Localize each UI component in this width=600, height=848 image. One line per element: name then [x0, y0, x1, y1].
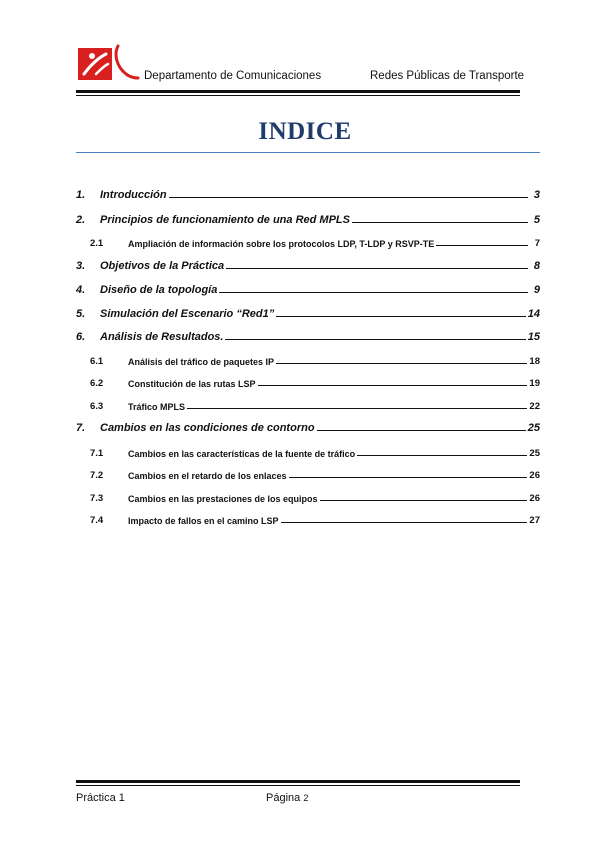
toc-leader-line	[226, 267, 528, 269]
toc-entry[interactable]	[76, 327, 540, 343]
toc-entry-title: Análisis del tráfico de paquetes IP	[128, 357, 275, 367]
toc-subentry[interactable]	[76, 351, 540, 367]
university-logo	[78, 44, 140, 82]
toc-leader-line	[320, 499, 528, 501]
toc-entry-page: 18	[529, 356, 540, 367]
toc-entry-page: 15	[527, 331, 540, 343]
toc-subentry[interactable]	[76, 465, 540, 481]
toc-entry-title: Principios de funcionamiento de una Red MPLS	[100, 214, 350, 226]
toc-entry-page: 25	[529, 448, 540, 459]
toc-leader-line	[289, 476, 528, 478]
toc-entry-number: 7.	[76, 422, 86, 434]
toc-subentry[interactable]	[76, 443, 540, 459]
toc-entry-number: 6.3	[90, 401, 104, 412]
toc-entry-number: 1.	[76, 189, 86, 201]
toc-entry-title: Diseño de la topología	[100, 284, 218, 296]
toc-leader-line	[352, 221, 528, 223]
toc-entry-title: Cambios en las prestaciones de los equipos	[128, 494, 318, 504]
header-rule	[76, 90, 520, 93]
toc-entry-page: 26	[529, 470, 540, 481]
toc-entry-page: 9	[533, 284, 540, 296]
footer-practice-label: Práctica 1	[76, 792, 125, 804]
toc-leader-line	[357, 454, 527, 456]
title-underline	[76, 152, 540, 153]
toc-entry-page: 8	[533, 260, 540, 272]
toc-subentry[interactable]	[76, 510, 540, 526]
toc-entry-number: 4.	[76, 284, 86, 296]
toc-entry-page: 14	[527, 308, 540, 320]
page-title: INDICE	[258, 118, 352, 145]
toc-entry-title: Objetivos de la Práctica	[100, 260, 225, 272]
toc-entry-page: 25	[527, 422, 540, 434]
toc-entry-title: Impacto de fallos en el camino LSP	[128, 516, 279, 526]
toc-entry-title: Ampliación de información sobre los protocolos LDP, T-LDP y RSVP-TE	[128, 239, 435, 249]
toc-entry-page: 7	[534, 238, 540, 249]
toc-entry-number: 2.1	[90, 238, 104, 249]
toc-entry[interactable]	[76, 256, 540, 272]
toc-entry-number: 3.	[76, 260, 86, 272]
toc-entry-number: 2.	[76, 214, 86, 226]
toc-entry-number: 7.4	[90, 515, 104, 526]
footer-rule-thin	[76, 785, 520, 786]
toc-entry-number: 6.1	[90, 356, 104, 367]
toc-leader-line	[169, 196, 528, 198]
toc-leader-line	[258, 384, 528, 386]
toc-entry-page: 19	[529, 378, 540, 389]
toc-entry-title: Simulación del Escenario “Red1”	[100, 308, 275, 320]
toc-entry-title: Análisis de Resultados.	[100, 331, 224, 343]
toc-leader-line	[436, 244, 528, 246]
toc-entry-title: Cambios en las características de la fuente de tráfico	[128, 449, 356, 459]
toc-subentry[interactable]	[76, 233, 540, 249]
toc-entry-title: Constitución de las rutas LSP	[128, 379, 256, 389]
header-rule-thin	[76, 95, 520, 96]
toc-entry[interactable]	[76, 304, 540, 320]
toc-subentry[interactable]	[76, 396, 540, 412]
toc-leader-line	[276, 362, 527, 364]
footer-page-value: 2	[303, 793, 309, 803]
toc-entry-page: 26	[529, 493, 540, 504]
toc-entry-number: 7.3	[90, 493, 104, 504]
toc-entry-title: Cambios en el retardo de los enlaces	[128, 471, 287, 481]
toc-entry-number: 6.	[76, 331, 86, 343]
footer-page-label: Página	[266, 792, 301, 804]
toc-entry-page: 27	[529, 515, 540, 526]
toc-entry-title: Introducción	[100, 189, 167, 201]
toc-entry-number: 6.2	[90, 378, 104, 389]
header-department: Departamento de Comunicaciones	[144, 70, 322, 82]
toc-entry-number: 7.2	[90, 470, 104, 481]
toc-entry-page: 22	[529, 401, 540, 412]
toc-leader-line	[276, 315, 526, 317]
toc-entry-title: Tráfico MPLS	[128, 402, 186, 412]
toc-entry-title: Cambios en las condiciones de contorno	[100, 422, 315, 434]
toc-entry[interactable]	[76, 185, 540, 201]
footer-page-number	[266, 792, 308, 804]
toc-leader-line	[281, 521, 528, 523]
toc-entry-page: 3	[533, 189, 540, 201]
toc-entry[interactable]	[76, 210, 540, 226]
toc-entry-number: 5.	[76, 308, 86, 320]
header-course: Redes Públicas de Transporte	[370, 70, 525, 82]
toc-subentry[interactable]	[76, 373, 540, 389]
footer-rule	[76, 780, 520, 783]
toc-entry-number: 7.1	[90, 448, 104, 459]
toc-leader-line	[317, 429, 526, 431]
toc-leader-line	[219, 291, 528, 293]
toc-entry-page: 5	[533, 214, 540, 226]
toc-leader-line	[187, 407, 527, 409]
toc-leader-line	[225, 338, 525, 340]
toc-subentry[interactable]	[76, 488, 540, 504]
toc-entry[interactable]	[76, 418, 540, 434]
toc-entry[interactable]	[76, 280, 540, 296]
